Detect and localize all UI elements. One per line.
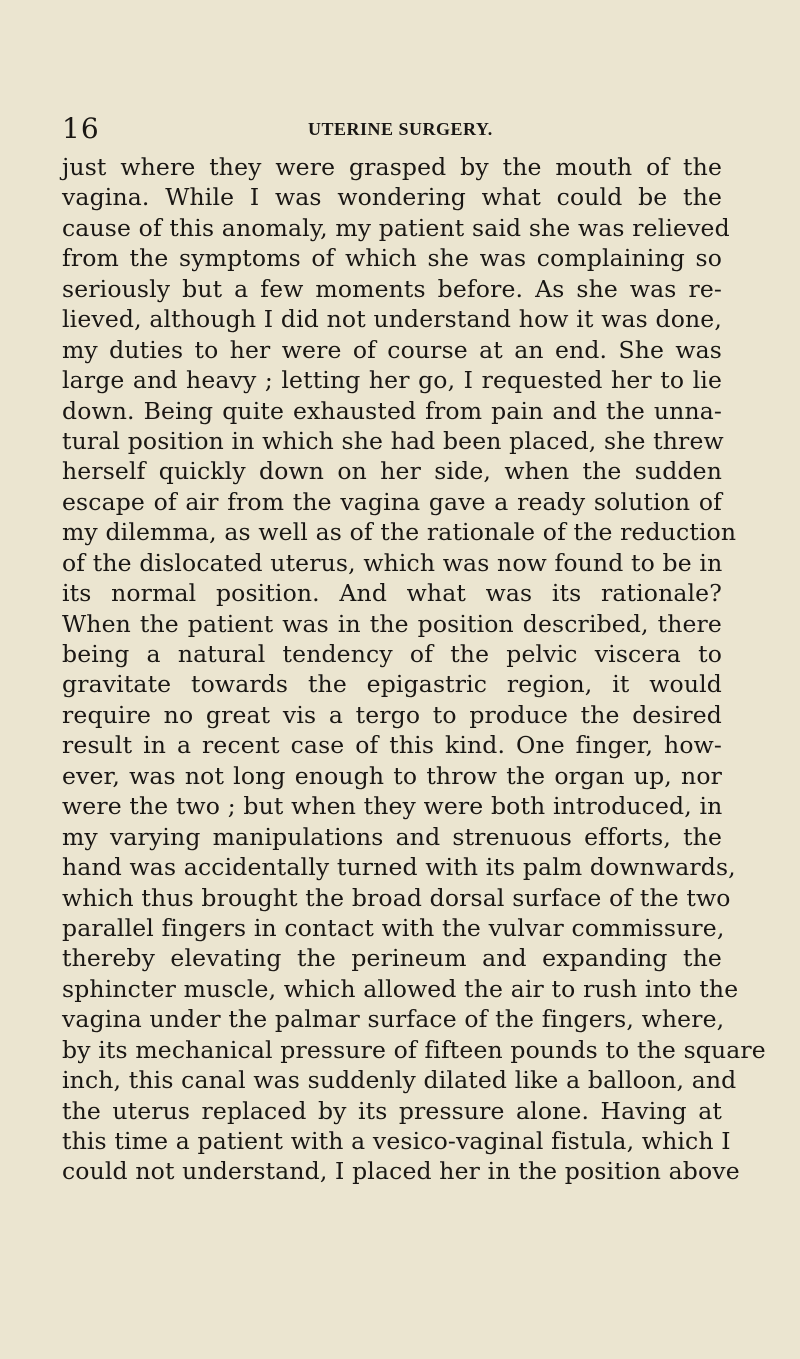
- text-line: lieved, although I did not understand how it was done,: [62, 305, 722, 334]
- text-line: gravitate towards the epigastric region, it would: [62, 670, 722, 699]
- text-line: require no great vis a tergo to produce the desired: [62, 700, 722, 729]
- text-line: hand was accidentally turned with its palm downwards,: [62, 853, 736, 882]
- text-line: my duties to her were of course at an end. She was: [62, 335, 722, 364]
- text-line: my varying manipulations and strenuous efforts, the: [62, 822, 722, 851]
- text-line: my dilemma, as well as of the rationale of the reduction: [62, 518, 737, 547]
- text-line: the uterus replaced by its pressure alone. Having at: [62, 1096, 722, 1125]
- text-line: by its mechanical pressure of fifteen pounds to the square: [62, 1035, 766, 1064]
- text-line: sphincter muscle, which allowed the air to rush into the: [62, 974, 739, 1003]
- text-line: this time a patient with a vesico-vaginal fistula, which I: [62, 1127, 731, 1155]
- text-line: cause of this anomaly, my patient said she was relieved: [62, 213, 730, 242]
- text-line: its normal position. And what was its rationale?: [62, 579, 722, 608]
- text-line: tural position in which she had been placed, she threw: [62, 426, 724, 455]
- text-line: vagina under the palmar surface of the fingers, where,: [62, 1005, 725, 1034]
- text-line: down. Being quite exhausted from pain and the unna-: [62, 396, 722, 425]
- text-line: seriously but a few moments before. As she was re-: [62, 274, 722, 303]
- text-line: inch, this canal was suddenly dilated like a balloon, and: [62, 1066, 737, 1095]
- page-number: 16: [62, 112, 100, 145]
- text-line: escape of air from the vagina gave a ready solution of: [62, 487, 722, 516]
- text-line: ever, was not long enough to throw the organ up, nor: [62, 761, 722, 790]
- text-line: just where they were grasped by the mouth of the: [62, 153, 722, 181]
- running-head: [62, 114, 702, 144]
- text-line: large and heavy ; letting her go, I requested her to lie: [62, 366, 722, 395]
- text-line: thereby elevating the perineum and expanding the: [62, 944, 722, 973]
- text-line: being a natural tendency of the pelvic viscera to: [62, 640, 722, 668]
- running-title: UTERINE SURGERY.: [308, 119, 493, 139]
- text-line: from the symptoms of which she was complaining so: [62, 244, 722, 273]
- text-line: could not understand, I placed her in the position above: [62, 1157, 740, 1186]
- text-line: herself quickly down on her side, when the sudden: [62, 457, 722, 486]
- text-line: vagina. While I was wondering what could be the: [62, 183, 722, 212]
- text-line: When the patient was in the position described, there: [62, 609, 722, 638]
- text-line: were the two ; but when they were both introduced, in: [62, 792, 723, 821]
- text-line: parallel fingers in contact with the vulvar commissure,: [62, 913, 725, 942]
- text-line: which thus brought the broad dorsal surface of the two: [62, 883, 731, 912]
- text-line: of the dislocated uterus, which was now found to be in: [62, 548, 723, 577]
- body-text: [62, 152, 766, 1187]
- text-line: result in a recent case of this kind. One finger, how-: [62, 731, 722, 760]
